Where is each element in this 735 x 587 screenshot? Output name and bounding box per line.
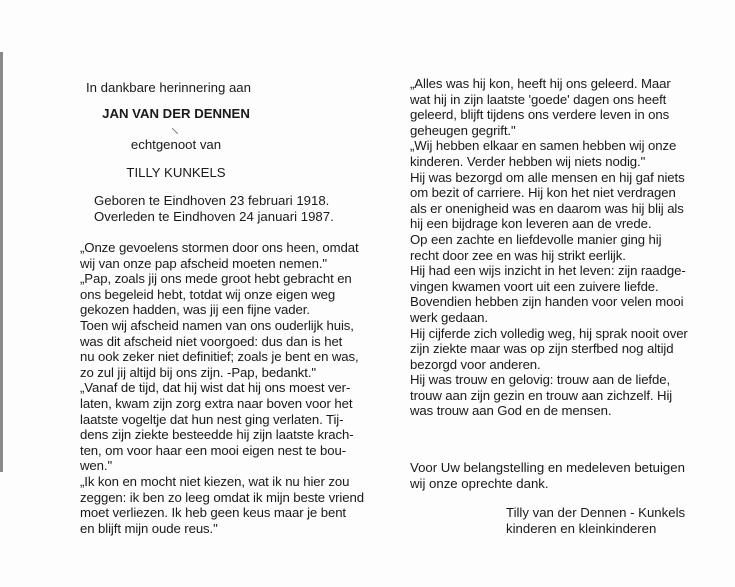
thanks-line: wij onze oprechte dank. — [410, 475, 549, 491]
text-line: als er onenigheid was en daarom was hij blij als — [410, 200, 684, 216]
text-line: om bezit of carriere. Hij kon het niet verdragen — [410, 185, 676, 201]
text-line: laatste vogeltje dat hun nest ging verlaten. Tij- — [80, 411, 344, 427]
left-text-column — [80, 240, 382, 536]
text-line: wat hij in zijn laatste 'goede' dagen ons heeft — [410, 91, 667, 107]
text-line: laten, kwam zijn zorg extra naar boven voor het — [80, 395, 353, 411]
text-line: recht door zee en was hij strikt eerlijk. — [410, 247, 626, 263]
text-line: ons begeleid hebt, totdat wij onze eigen weg — [80, 286, 336, 302]
spouse-name: TILLY KUNKELS — [126, 165, 226, 180]
text-line: hij een bijdrage kon leveren aan de vrede. — [410, 216, 652, 232]
text-line: „Wij hebben elkaar en samen hebben wij onze — [410, 138, 677, 154]
text-line: ten, om voor haar een mooi eigen nest te bou- — [80, 442, 347, 458]
text-line: werk gedaan. — [410, 309, 488, 325]
text-line: Hij was trouw en gelovig: trouw aan de liefde, — [410, 372, 671, 388]
text-line: moet verliezen. Ik heb geen keus maar je bent — [80, 505, 346, 521]
deceased-name: JAN VAN DER DENNEN — [102, 106, 250, 121]
text-line: bezorgd voor anderen. — [410, 356, 541, 372]
intro-text: In dankbare herinnering aan — [86, 80, 251, 95]
family-signature — [506, 505, 716, 536]
text-line: geleerd, blijft tijdens ons verdere leven in ons — [410, 107, 670, 123]
signature-line: kinderen en kleinkinderen — [506, 520, 657, 536]
text-line: zo zul jij altijd bij ons zijn. -Pap, bedankt." — [80, 364, 317, 380]
birth-line: Geboren te Eindhoven 23 februari 1918. — [94, 193, 330, 208]
life-dates — [94, 193, 334, 224]
card-edge — [0, 52, 3, 472]
text-line: en blijft mijn oude reus." — [80, 520, 218, 536]
death-line: Overleden te Eindhoven 24 januari 1987. — [94, 208, 334, 224]
text-line: Bovendien hebben zijn handen voor velen mooi — [410, 294, 684, 310]
text-line: „Pap, zoals jij ons mede groot hebt gebracht en — [80, 271, 352, 287]
text-line: was trouw aan God en de mensen. — [410, 403, 612, 419]
text-line: Hij was bezorgd om alle mensen en hij gaf niets — [410, 169, 685, 185]
text-line: zeggen: ik ben zo leeg omdat ik mijn beste vriend — [80, 489, 364, 505]
right-text-column — [410, 76, 700, 419]
text-line: „Ik kon en mocht niet kiezen, wat ik nu hier zou — [80, 473, 350, 489]
spouse-label: echtgenoot van — [130, 137, 222, 152]
text-line: vingen kwamen voort uit een zuivere liefde. — [410, 278, 659, 294]
text-line: zijn ziekte maar was op zijn sterfbed nog altijd — [410, 341, 674, 357]
text-line: kinderen. Verder hebben wij niets nodig." — [410, 153, 646, 169]
text-line: gekozen hadden, was jij een fijne vader. — [80, 302, 310, 318]
text-line: was dit afscheid niet voorgoed: dus dan is het — [80, 333, 343, 349]
text-line: geheugen gegrift." — [410, 122, 516, 138]
text-line: Hij had een wijs inzicht in het leven: zijn raadge- — [410, 263, 686, 279]
text-line: wen." — [80, 458, 113, 474]
thanks-text — [410, 460, 710, 491]
text-line: wij van onze pap afscheid moeten nemen." — [80, 255, 328, 271]
text-line: „Onze gevoelens stormen door ons heen, omdat — [80, 240, 359, 255]
signature-line: Tilly van der Dennen - Kunkels — [506, 505, 686, 520]
text-line: „Alles was hij kon, heeft hij ons geleerd. Maar — [410, 76, 671, 91]
text-line: trouw aan zijn gezin en trouw aan zichzelf. Hij — [410, 387, 673, 403]
text-line: dens zijn ziekte besteedde hij zijn laatste krach- — [80, 427, 354, 443]
thanks-line: Voor Uw belangstelling en medeleven betuigen — [410, 460, 685, 475]
text-line: Hij cijferde zich volledig weg, hij sprak nooit over — [410, 325, 688, 341]
print-mark-icon — [172, 128, 178, 134]
text-line: Op een zachte en liefdevolle manier ging hij — [410, 231, 662, 247]
text-line: „Vanaf de tijd, dat hij wist dat hij ons moest ver- — [80, 380, 351, 396]
text-line: Toen wij afscheid namen van ons ouderlijk huis, — [80, 317, 354, 333]
text-line: nu ook zeker niet definitief; zoals je bent en was, — [80, 349, 359, 365]
